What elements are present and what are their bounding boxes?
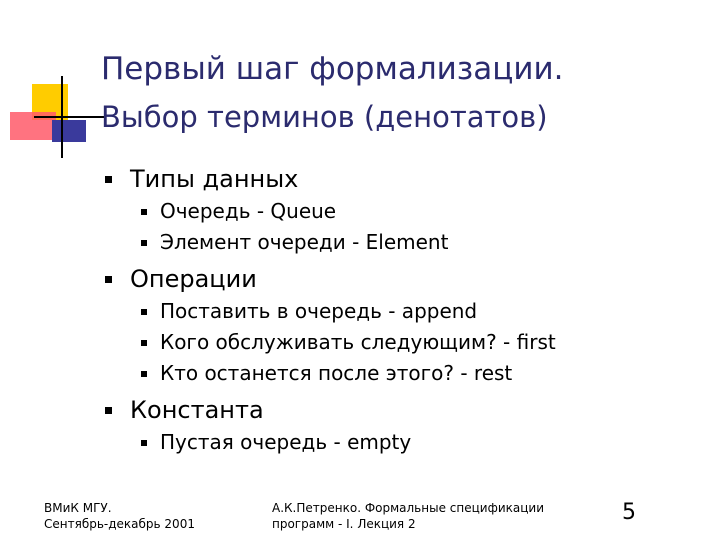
- square-bullet-icon: [141, 440, 147, 446]
- sub-bullet-list: [130, 296, 700, 389]
- deco-blue-square: [52, 120, 86, 142]
- square-bullet-icon: [105, 407, 112, 414]
- main-bullet-list: [100, 162, 700, 462]
- section-operations: [100, 262, 700, 389]
- square-bullet-icon: [141, 309, 147, 315]
- footer-center: А.К.Петренко. Формальные спецификации программ - I. Лекция 2: [272, 501, 544, 531]
- title-line-1: Первый шаг формализации.: [101, 51, 564, 87]
- list-item: Кого обслуживать следующим? - first: [130, 327, 700, 358]
- list-item: Элемент очереди - Element: [130, 227, 700, 258]
- page-number: 5: [622, 500, 636, 525]
- list-item: Пустая очередь - empty: [130, 427, 700, 458]
- sub-bullet-list: [130, 427, 700, 458]
- section-data-types: [100, 162, 700, 258]
- section-label: Константа: [130, 396, 264, 424]
- square-bullet-icon: [141, 209, 147, 215]
- square-bullet-icon: [141, 240, 147, 246]
- sub-bullet-list: [130, 196, 700, 258]
- list-item: Очередь - Queue: [130, 196, 700, 227]
- list-item: Поставить в очередь - append: [130, 296, 700, 327]
- square-bullet-icon: [105, 176, 112, 183]
- footer-left: ВМиК МГУ. Сентябрь-декабрь 2001: [44, 501, 195, 531]
- decorative-squares-logo: [0, 0, 110, 170]
- section-label: Операции: [130, 265, 257, 293]
- list-item: Кто останется после этого? - rest: [130, 358, 700, 389]
- square-bullet-icon: [141, 340, 147, 346]
- square-bullet-icon: [105, 276, 112, 283]
- slide-title: [101, 48, 701, 138]
- title-line-2: Выбор терминов (денотатов): [101, 100, 548, 134]
- section-label: Типы данных: [130, 165, 299, 193]
- square-bullet-icon: [141, 371, 147, 377]
- section-constant: [100, 393, 700, 458]
